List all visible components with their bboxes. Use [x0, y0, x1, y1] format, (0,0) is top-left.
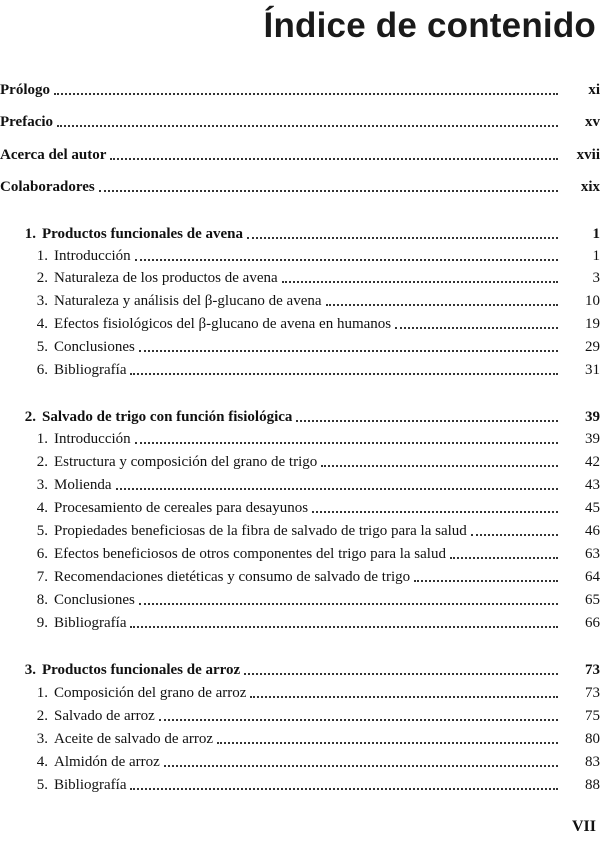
dot-leader: [471, 534, 558, 536]
toc-page-number: 1: [592, 226, 600, 242]
dot-leader: [57, 125, 558, 127]
section-number: 5.: [36, 339, 48, 355]
toc-chapter-3[interactable]: [0, 660, 600, 680]
section-number: 6.: [36, 546, 48, 562]
toc-section[interactable]: [0, 314, 600, 334]
section-title: Conclusiones: [54, 339, 135, 355]
toc-page-number: 39: [585, 431, 600, 447]
toc-section[interactable]: [0, 613, 600, 633]
section-title: Efectos beneficiosos de otros componentes del trigo para la salud: [54, 546, 446, 562]
toc-section[interactable]: [0, 429, 600, 449]
toc-section[interactable]: [0, 452, 600, 472]
dot-leader: [296, 420, 558, 422]
toc-section[interactable]: [0, 590, 600, 610]
toc-section[interactable]: [0, 246, 600, 266]
section-number: 8.: [36, 592, 48, 608]
toc-section[interactable]: [0, 729, 600, 749]
toc-entry-acerca-del-autor[interactable]: [0, 145, 600, 165]
section-number: 1.: [36, 685, 48, 701]
toc-chapter-2[interactable]: [0, 407, 600, 427]
section-number: 3.: [36, 293, 48, 309]
toc-section[interactable]: [0, 683, 600, 703]
toc-entry-label: Colaboradores: [0, 179, 95, 195]
toc-entry-label: Prólogo: [0, 82, 50, 98]
dot-leader: [130, 373, 558, 375]
section-number: 2.: [36, 270, 48, 286]
chapter-number: 1.: [24, 226, 36, 242]
section-number: 3.: [36, 731, 48, 747]
toc-page-number: xi: [588, 82, 600, 98]
dot-leader: [217, 742, 558, 744]
toc-page-number: 75: [585, 708, 600, 724]
section-title: Molienda: [54, 477, 112, 493]
toc-section[interactable]: [0, 752, 600, 772]
dot-leader: [130, 788, 558, 790]
section-title: Introducción: [54, 248, 131, 264]
dot-leader: [139, 603, 558, 605]
toc-section[interactable]: [0, 291, 600, 311]
toc-section[interactable]: [0, 475, 600, 495]
toc-entry-prefacio[interactable]: [0, 112, 600, 132]
section-title: Procesamiento de cereales para desayunos: [54, 500, 309, 516]
toc-page-number: 66: [585, 615, 600, 631]
toc-section[interactable]: [0, 544, 600, 564]
toc-page-number: 43: [585, 477, 600, 493]
chapter-title: Salvado de trigo con función fisiológica: [42, 409, 293, 425]
section-title: Conclusiones: [54, 592, 135, 608]
toc-page-number: 29: [585, 339, 600, 355]
section-number: 1.: [36, 248, 48, 264]
toc-section[interactable]: [0, 775, 600, 795]
page-folio: VII: [571, 818, 596, 835]
section-title: Propiedades beneficiosas de la fibra de salvado de trigo para la salud: [54, 523, 467, 539]
section-title: Introducción: [54, 431, 131, 447]
dot-leader: [250, 696, 558, 698]
section-number: 3.: [36, 477, 48, 493]
dot-leader: [99, 190, 558, 192]
section-title: Naturaleza de los productos de avena: [54, 270, 278, 286]
toc-section[interactable]: [0, 521, 600, 541]
toc-entry-label: Acerca del autor: [0, 147, 107, 163]
toc-page-number: 1: [592, 248, 600, 264]
toc-section[interactable]: [0, 268, 600, 288]
dot-leader: [164, 765, 558, 767]
toc-page-number: 63: [585, 546, 600, 562]
toc-chapter-1[interactable]: [0, 224, 600, 244]
section-number: 4.: [36, 316, 48, 332]
dot-leader: [247, 237, 558, 239]
dot-leader: [321, 465, 558, 467]
section-number: 1.: [36, 431, 48, 447]
toc-page-number: 73: [585, 662, 600, 678]
toc-section[interactable]: [0, 360, 600, 380]
section-title: Salvado de arroz: [54, 708, 155, 724]
toc-page-number: 45: [585, 500, 600, 516]
chapter-number: 2.: [24, 409, 36, 425]
section-title: Naturaleza y análisis del β-glucano de avena: [54, 293, 322, 309]
toc-page-number: xvii: [576, 147, 600, 163]
section-title: Bibliografía: [54, 362, 127, 378]
dot-leader: [135, 442, 558, 444]
section-title: Recomendaciones dietéticas y consumo de salvado de trigo: [54, 569, 411, 585]
section-number: 2.: [36, 708, 48, 724]
dot-leader: [395, 327, 558, 329]
section-title: Efectos fisiológicos del β-glucano de avena en humanos: [54, 316, 392, 332]
section-title: Composición del grano de arroz: [54, 685, 247, 701]
dot-leader: [116, 488, 559, 490]
dot-leader: [282, 281, 558, 283]
toc-page-number: xix: [580, 179, 600, 195]
toc-page-number: 80: [585, 731, 600, 747]
toc-page-number: xv: [585, 114, 600, 130]
section-number: 4.: [36, 754, 48, 770]
toc-page-number: 46: [585, 523, 600, 539]
toc-page-number: 19: [585, 316, 600, 332]
dot-leader: [244, 673, 558, 675]
section-title: Estructura y composición del grano de trigo: [54, 454, 318, 470]
toc-page-number: 39: [585, 409, 600, 425]
toc-page-number: 31: [585, 362, 600, 378]
toc-page-number: 42: [585, 454, 600, 470]
toc-page-number: 65: [585, 592, 600, 608]
toc-entry-prologo[interactable]: [0, 80, 600, 100]
section-number: 2.: [36, 454, 48, 470]
dot-leader: [130, 626, 558, 628]
dot-leader: [326, 304, 558, 306]
toc-page-number: 3: [592, 270, 600, 286]
section-number: 5.: [36, 523, 48, 539]
section-number: 9.: [36, 615, 48, 631]
toc-section[interactable]: [0, 337, 600, 357]
dot-leader: [139, 350, 558, 352]
dot-leader: [135, 259, 558, 261]
chapter-title: Productos funcionales de avena: [42, 226, 243, 242]
section-number: 7.: [36, 569, 48, 585]
section-title: Almidón de arroz: [54, 754, 160, 770]
dot-leader: [312, 511, 558, 513]
toc-page-number: 64: [585, 569, 600, 585]
dot-leader: [414, 580, 558, 582]
section-number: 5.: [36, 777, 48, 793]
section-title: Bibliografía: [54, 777, 127, 793]
toc-section[interactable]: [0, 498, 600, 518]
toc-page-number: 83: [585, 754, 600, 770]
section-title: Aceite de salvado de arroz: [54, 731, 214, 747]
dot-leader: [159, 719, 558, 721]
chapter-title: Productos funcionales de arroz: [42, 662, 241, 678]
toc-entry-label: Prefacio: [0, 114, 54, 130]
section-number: 6.: [36, 362, 48, 378]
section-title: Bibliografía: [54, 615, 127, 631]
toc-section[interactable]: [0, 567, 600, 587]
toc-page-number: 88: [585, 777, 600, 793]
dot-leader: [54, 93, 558, 95]
chapter-number: 3.: [24, 662, 36, 678]
dot-leader: [110, 158, 558, 160]
toc-page-number: 73: [585, 685, 600, 701]
page-title: Índice de contenido: [263, 6, 596, 45]
toc-section[interactable]: [0, 706, 600, 726]
toc-entry-colaboradores[interactable]: [0, 177, 600, 197]
section-number: 4.: [36, 500, 48, 516]
toc-page-number: 10: [585, 293, 600, 309]
dot-leader: [450, 557, 558, 559]
